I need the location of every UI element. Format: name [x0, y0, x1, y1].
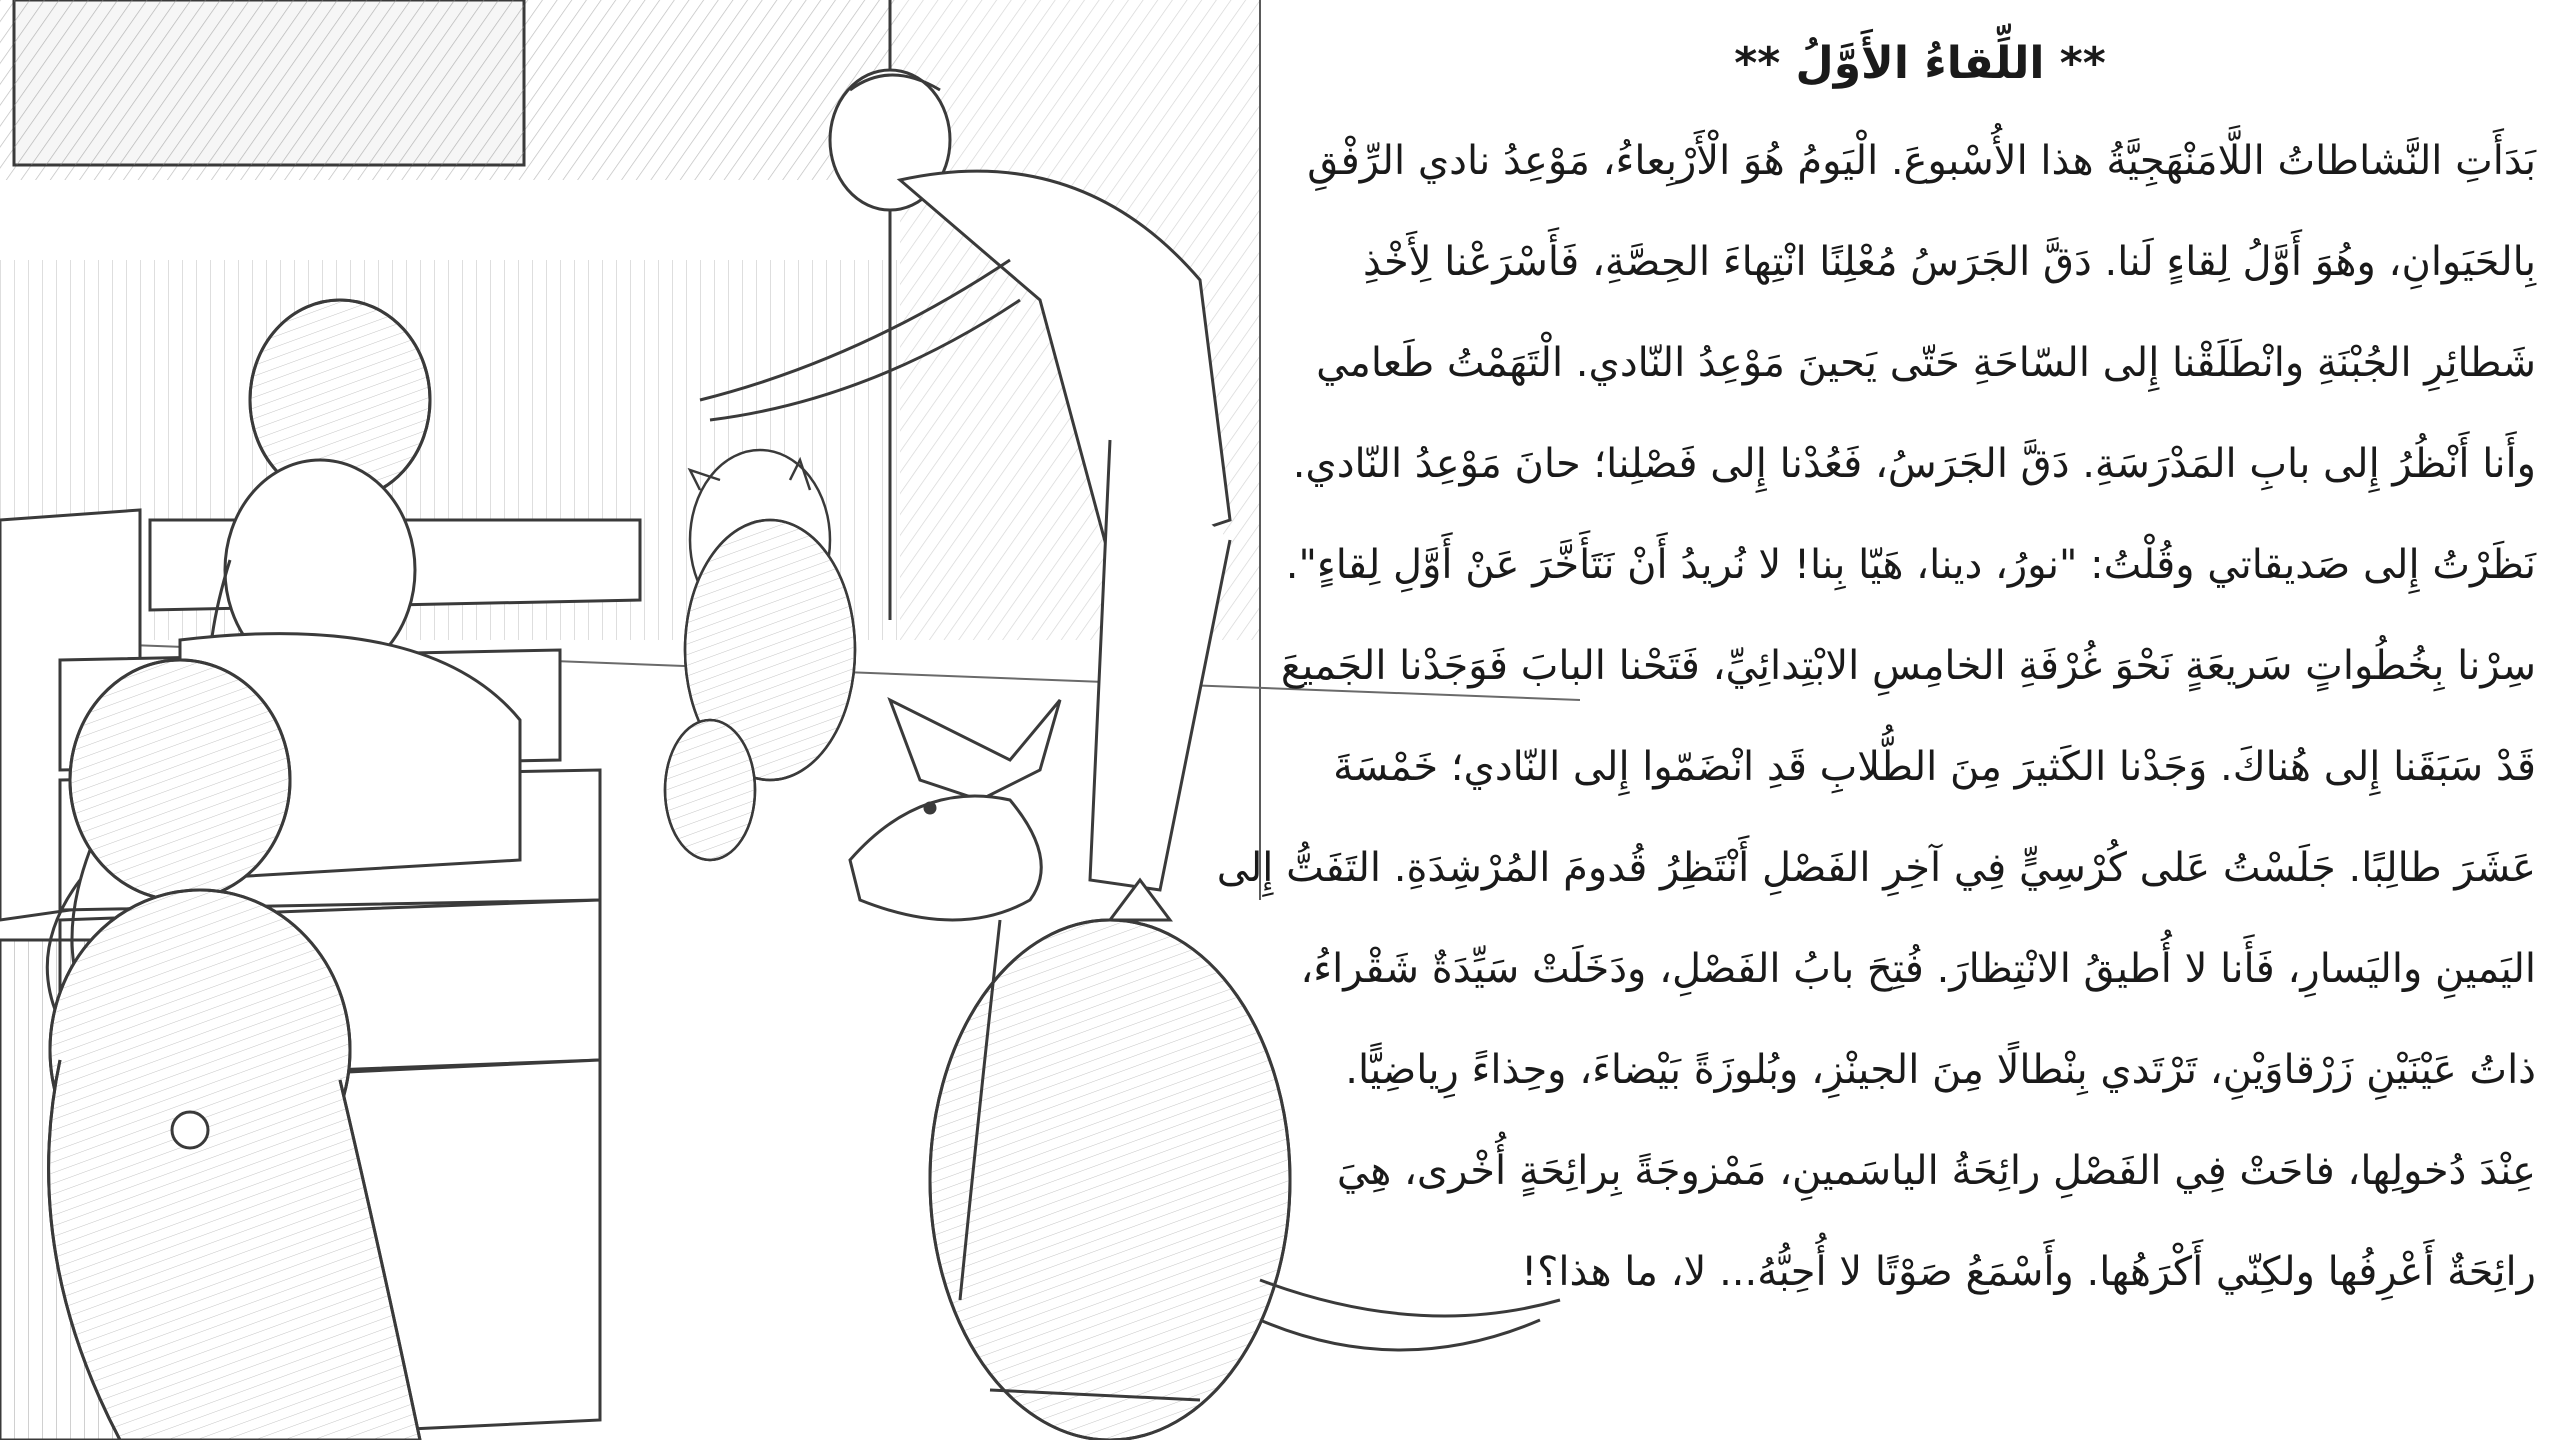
story-line: بِالحَيَوانِ، وهُوَ أَوَّلُ لِقاءٍ لَنا. دَقَّ الجَرَسُ مُعْلِنًا انْتِهاءَ الحِصَّةِ، فَأَسْرَعْنا لِأَخْذِ	[1362, 239, 2536, 285]
story-line: عِنْدَ دُخولِها، فاحَتْ فِي الفَصْلِ رائِحَةُ الياسَمينِ، مَمْزوجَةً بِرائِحَةٍ أُخْرى، هِيَ	[1336, 1148, 2536, 1194]
story-text-panel	[1216, 20, 2540, 1420]
story-line: عَشَرَ طالِبًا. جَلَسْتُ عَلى كُرْسِيٍّ فِي آخِرِ الفَصْلِ أَنْتَظِرُ قُدومَ المُرْشِدَةِ. التَفَتُّ إِلى	[1216, 845, 2536, 891]
story-line: وأَنا أَنْظُرُ إِلى بابِ المَدْرَسَةِ. دَقَّ الجَرَسُ، فَعُدْنا إِلى فَصْلِنا؛ حانَ مَوْعِدُ النّادي.	[1292, 441, 2536, 487]
story-line: اليَمينِ واليَسارِ، فَأَنا لا أُطيقُ الانْتِظارَ. فُتِحَ بابُ الفَصْلِ، ودَخَلَتْ سَيِّدَةٌ شَقْراءُ،	[1300, 946, 2536, 992]
story-line: شَطائِرِ الجُبْنَةِ وانْطَلَقْنا إِلى السّاحَةِ حَتّى يَحينَ مَوْعِدُ النّادي. الْتَهَمْتُ طَعامي	[1316, 340, 2536, 386]
story-body	[1216, 111, 2540, 1323]
story-line: رائِحَةٌ أَعْرِفُها ولكِنّي أَكْرَهُها. وأَسْمَعُ صَوْتًا لا أُحِبُّهُ... لا، ما هذا؟!	[1521, 1249, 2536, 1295]
whiteboard	[0, 0, 900, 180]
story-line: قَدْ سَبَقَنا إِلى هُناكَ. وَجَدْنا الكَثيرَ مِنَ الطُّلابِ قَدِ انْضَمّوا إِلى النّادي؛ خَمْسَةَ	[1333, 744, 2536, 790]
story-line: نَظَرْتُ إِلى صَديقاتي وقُلْتُ: "نورُ، دينا، هَيّا بِنا! لا نُريدُ أَنْ نَتَأَخَّرَ عَنْ أَوَّلِ لِقاءٍ".	[1285, 542, 2536, 588]
story-line: بَدَأَتِ النَّشاطاتُ اللَّامَنْهَجِيَّةُ هذا الأُسْبوعَ. الْيَومُ هُوَ الْأَرْبِعاءُ، مَوْعِدُ نادي الرِّفْقِ	[1307, 138, 2536, 184]
story-title: ** اللِّقاءُ الأَوَّلُ **	[1734, 38, 2106, 89]
story-line: سِرْنا بِخُطُواتٍ سَريعَةٍ نَحْوَ غُرْفَةِ الخامِسِ الابْتِدائِيِّ، فَتَحْنا البابَ فَوَجَدْنا الجَميعَ	[1280, 643, 2536, 689]
story-line: ذاتُ عَيْنَيْنِ زَرْقاوَيْنِ، تَرْتَدي بِنْطالًا مِنَ الجينْزِ، وبُلوزَةً بَيْضاءَ، وحِذاءً رِياضِيًّا.	[1345, 1047, 2536, 1093]
